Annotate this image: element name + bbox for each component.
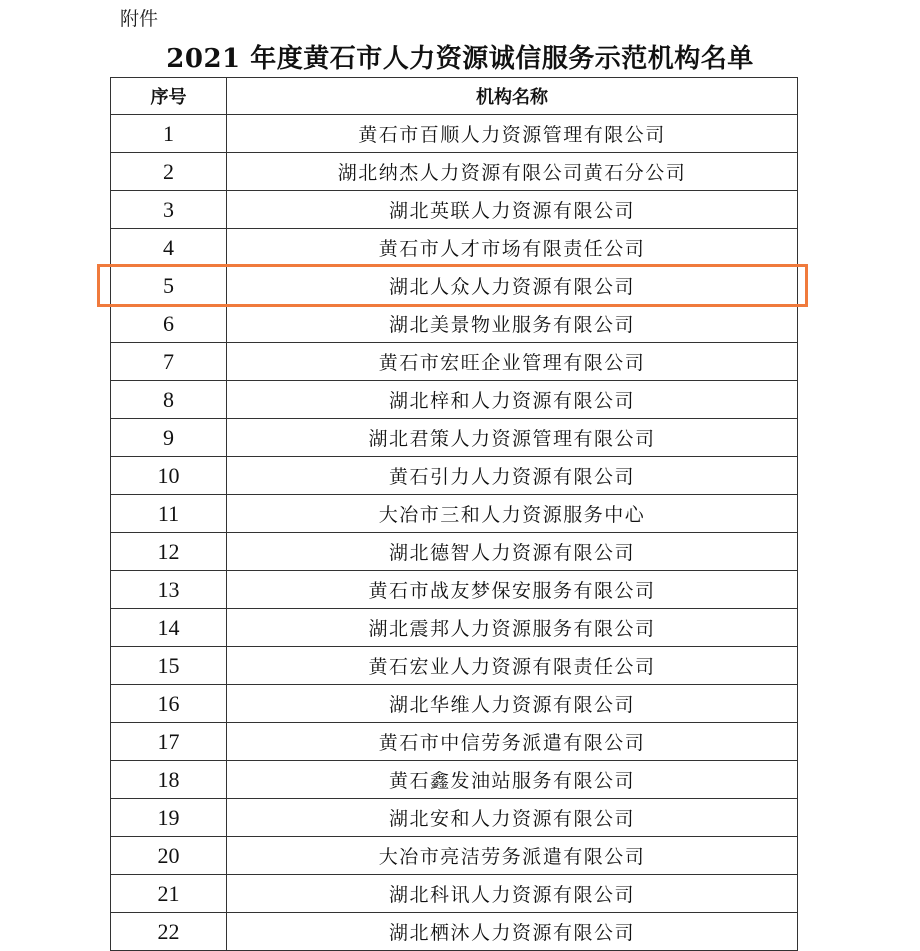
organization-name: 黄石鑫发油站服务有限公司 [227, 761, 798, 799]
row-index: 5 [111, 267, 227, 305]
organization-name: 湖北安和人力资源有限公司 [227, 799, 798, 837]
row-index: 9 [111, 419, 227, 457]
table-row [111, 761, 798, 799]
row-index: 19 [111, 799, 227, 837]
row-index: 13 [111, 571, 227, 609]
row-index: 18 [111, 761, 227, 799]
row-index: 16 [111, 685, 227, 723]
organization-name: 湖北梓和人力资源有限公司 [227, 381, 798, 419]
table-row [111, 381, 798, 419]
organization-name: 黄石市战友梦保安服务有限公司 [227, 571, 798, 609]
row-index: 20 [111, 837, 227, 875]
row-index: 22 [111, 913, 227, 951]
column-header-name: 机构名称 [227, 78, 798, 115]
table-row [111, 267, 798, 305]
table-body [111, 115, 798, 951]
organization-name: 湖北美景物业服务有限公司 [227, 305, 798, 343]
organization-name: 湖北德智人力资源有限公司 [227, 533, 798, 571]
organization-name: 大冶市亮洁劳务派遣有限公司 [227, 837, 798, 875]
table-row [111, 495, 798, 533]
table-row [111, 647, 798, 685]
table-row [111, 875, 798, 913]
organization-name: 黄石宏业人力资源有限责任公司 [227, 647, 798, 685]
organization-name: 黄石市百顺人力资源管理有限公司 [227, 115, 798, 153]
organization-name: 大冶市三和人力资源服务中心 [227, 495, 798, 533]
organization-name: 黄石市中信劳务派遣有限公司 [227, 723, 798, 761]
table-row [111, 837, 798, 875]
organization-name: 黄石引力人力资源有限公司 [227, 457, 798, 495]
organization-name: 湖北英联人力资源有限公司 [227, 191, 798, 229]
table-row [111, 153, 798, 191]
attachment-label: 附件 [120, 8, 159, 30]
row-index: 10 [111, 457, 227, 495]
table-row [111, 229, 798, 267]
organization-name: 湖北震邦人力资源服务有限公司 [227, 609, 798, 647]
organization-table [110, 77, 798, 951]
row-index: 4 [111, 229, 227, 267]
table-row [111, 723, 798, 761]
organization-name: 湖北君策人力资源管理有限公司 [227, 419, 798, 457]
row-index: 8 [111, 381, 227, 419]
organization-name: 黄石市宏旺企业管理有限公司 [227, 343, 798, 381]
row-index: 15 [111, 647, 227, 685]
row-index: 14 [111, 609, 227, 647]
table-row [111, 115, 798, 153]
row-index: 7 [111, 343, 227, 381]
row-index: 21 [111, 875, 227, 913]
organization-name: 黄石市人才市场有限责任公司 [227, 229, 798, 267]
organization-name: 湖北栖沐人力资源有限公司 [227, 913, 798, 951]
row-index: 12 [111, 533, 227, 571]
organization-name: 湖北科讯人力资源有限公司 [227, 875, 798, 913]
row-index: 1 [111, 115, 227, 153]
table-row [111, 913, 798, 951]
row-index: 6 [111, 305, 227, 343]
row-index: 17 [111, 723, 227, 761]
row-index: 2 [111, 153, 227, 191]
organization-name: 湖北人众人力资源有限公司 [227, 267, 798, 305]
row-index: 3 [111, 191, 227, 229]
table-row [111, 305, 798, 343]
table-row [111, 533, 798, 571]
table-row [111, 191, 798, 229]
table-header-row [111, 78, 798, 115]
table-row [111, 685, 798, 723]
column-header-index: 序号 [111, 78, 227, 115]
table-row [111, 419, 798, 457]
table-row [111, 571, 798, 609]
organization-name: 湖北纳杰人力资源有限公司黄石分公司 [227, 153, 798, 191]
table-row [111, 457, 798, 495]
row-index: 11 [111, 495, 227, 533]
table-row [111, 799, 798, 837]
organization-name: 湖北华维人力资源有限公司 [227, 685, 798, 723]
table-row [111, 609, 798, 647]
document-title: 2021 年度黄石市人力资源诚信服务示范机构名单 [166, 44, 754, 74]
table-row [111, 343, 798, 381]
